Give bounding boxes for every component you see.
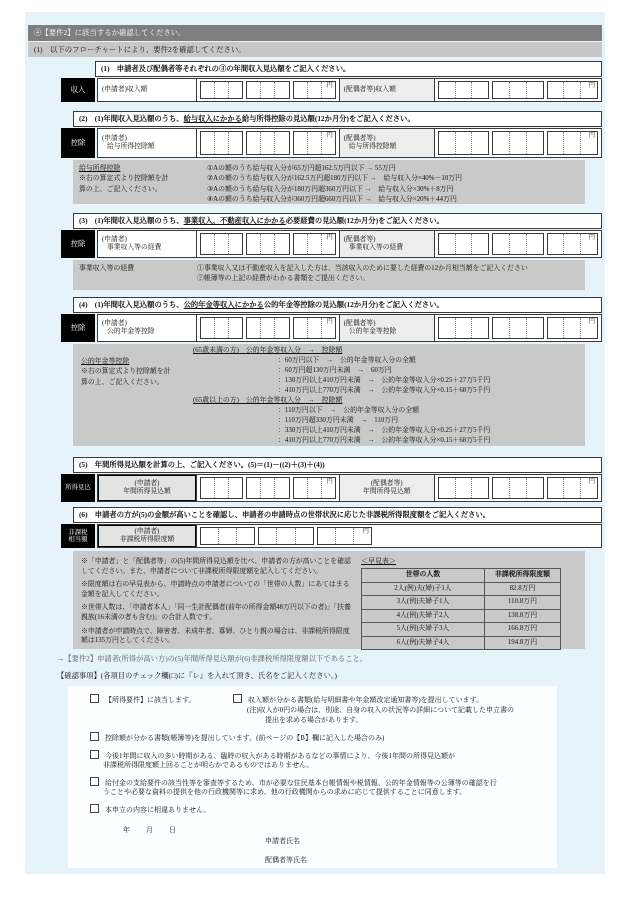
digit-cell[interactable]: [455, 234, 472, 254]
amount-digit-group: [293, 317, 336, 339]
digit-cell[interactable]: [214, 82, 228, 98]
confirm-item-income-documents: 収入額が分かる書類(給与明細書や年金額改定通知書等)を提出しています。: [233, 694, 483, 705]
yen-unit: 円: [326, 132, 333, 139]
digit-cell[interactable]: [274, 318, 288, 338]
digit-cell[interactable]: [294, 132, 307, 154]
pension-rule-line: ：130万円以上410万円未満 → 公的年金等収入分×0.25＋27万5千円: [278, 377, 491, 384]
table-header-household: 世帯の人数: [362, 569, 485, 583]
digit-cell[interactable]: [276, 528, 294, 544]
digit-cell[interactable]: [439, 478, 455, 498]
quick-reference-table: [361, 568, 561, 650]
flow-subheader-bar: (1) 以下のフローチャートにより、要件2を確認してください。: [28, 42, 602, 57]
applicant-income-estimate-field[interactable]: [197, 475, 339, 501]
digit-cell[interactable]: [259, 528, 276, 544]
yen-unit: 円: [326, 478, 333, 485]
digit-cell[interactable]: [260, 478, 274, 498]
yen-unit: 円: [588, 318, 595, 325]
note-paragraph: ※「申請者」と「配偶者等」の(5)年間所得見込額を比べ、申請者の方が高いことを確認してください。また、申請者について非課税所得限度額を記入してください。: [81, 558, 351, 575]
digit-cell[interactable]: [307, 82, 321, 98]
table-cell: 4人(例)夫婦子2人: [362, 609, 485, 623]
applicant-nontaxable-limit-label: (申請者) 非課税所得限度額: [98, 525, 197, 547]
applicant-salary-deduction-field[interactable]: [197, 129, 339, 157]
spouse-pension-deduction-field[interactable]: [435, 315, 601, 341]
salary-deduction-row: [97, 128, 602, 158]
digit-cell[interactable]: [294, 82, 307, 98]
digit-cell[interactable]: [526, 82, 543, 98]
amount-digit-group: [200, 131, 243, 155]
digit-cell[interactable]: [218, 528, 236, 544]
note-paragraph: ※限度額は右の早見表から、申請時点の申請者についての「世帯の人数」にあてはまる金額を記入してください。: [81, 581, 350, 598]
over65-header: (65歳以上の方) 公的年金等収入分 → 控除額: [193, 397, 343, 404]
digit-cell[interactable]: [260, 234, 274, 254]
yen-unit: 円: [326, 82, 333, 89]
table-cell: 194.8万円: [485, 636, 561, 650]
checkbox-future-income[interactable]: [90, 750, 99, 759]
business-expense-note: [73, 260, 585, 290]
amount-digit-group: [200, 233, 243, 255]
pension-note-title: 公的年金等控除: [81, 358, 130, 365]
applicant-pension-deduction-label: (申請者) 公的年金等控除: [98, 315, 197, 341]
table-row: [362, 596, 561, 610]
pension-rule-line: ：60万円以下 → 公的年金等収入分の全額: [278, 357, 416, 364]
pension-rule-line: ：330万円以上410万円未満 → 公的年金等収入分×0.25＋27万5千円: [278, 427, 491, 434]
amount-digit-group: [438, 317, 489, 339]
applicant-salary-deduction-label: (申請者) 給与所得控除額: [98, 129, 197, 157]
digit-cell[interactable]: [471, 82, 488, 98]
nontaxable-side-label: 非課税 相当額: [61, 524, 95, 548]
nontaxable-note: [73, 551, 585, 649]
digit-cell[interactable]: [509, 478, 526, 498]
note-paragraph: ※世帯人数は、「申請者本人」「同一生計配偶者(前年の所得金額48万円以下の者)」「扶養親族(16未満の者も含む)」の合計人数です。: [81, 604, 351, 621]
amount-digit-group: [293, 81, 336, 99]
confirm-item-income-requirement: 【所得要件】に該当します。: [90, 694, 195, 705]
table-header-limit: 非課税所得限度額: [485, 569, 561, 583]
yen-unit: 円: [326, 234, 333, 241]
income-estimate-side-label: 所得見込: [61, 474, 95, 502]
yen-unit: 円: [588, 478, 595, 485]
digit-cell[interactable]: [548, 234, 564, 254]
digit-cell[interactable]: [526, 478, 543, 498]
salary-deduction-note: [73, 160, 585, 204]
nontaxable-limit-row: [97, 524, 602, 548]
digit-cell[interactable]: [526, 132, 543, 154]
checkbox-deduction-documents[interactable]: [90, 732, 99, 741]
digit-cell[interactable]: [471, 132, 488, 154]
amount-digit-group: [492, 317, 543, 339]
income-documents-note-line2: 提出を求める場合があります。: [265, 716, 363, 724]
section-6-header: (6) 申請者の方が(5)の金額が高いことを確認し、申請者の申請時点の世帯状況に応じた非課税所得限度額をご記入ください。: [73, 507, 602, 523]
digit-cell[interactable]: [274, 82, 288, 98]
checkbox-income-requirement[interactable]: [90, 694, 99, 703]
digit-cell[interactable]: [307, 318, 321, 338]
table-row: [362, 636, 561, 650]
confirmation-box: [68, 686, 557, 868]
digit-cell[interactable]: [260, 82, 274, 98]
note-line: ①事業収入又は不動産収入を記入した方は、当該収入のために要した経費の12か月相当額をご記入ください: [197, 265, 528, 272]
digit-cell[interactable]: [493, 132, 509, 154]
digit-cell[interactable]: [455, 82, 472, 98]
applicant-nontaxable-limit-field[interactable]: [197, 525, 375, 547]
section-1-header: (1) 申請者及び配偶者等それぞれの③の年間収入見込額をご記入ください。: [95, 61, 602, 77]
table-cell: 138.8万円: [485, 609, 561, 623]
confirm-item-future-income-line2: 非課税所得限度額上回ることが明らかであるものではありません。: [103, 761, 314, 769]
applicant-income-estimate-label: (申請者) 年間所得見込額: [98, 475, 197, 501]
table-cell: 3人(例)夫婦子1人: [362, 596, 485, 610]
digit-cell[interactable]: [509, 318, 526, 338]
confirm-item-information-consent-line2: うことや必要な資料の提供を他の行政機関等に求め、他の行政機関からの求めに応じて提供することに同意します。: [103, 788, 467, 796]
section-5-header: (5) 年間所得見込額を計算の上、ご記入ください。(5)＝(1)－((2)＋(3)＋(4)): [73, 457, 602, 473]
confirm-item-information-consent: 給付金の支給要件の該当性等を審査等するため、市が必要な住民基本台帳情報や税情報、公的年金情報等の公簿等の確認を行: [90, 777, 497, 788]
digit-cell[interactable]: [471, 478, 488, 498]
digit-cell[interactable]: [228, 82, 242, 98]
digit-cell[interactable]: [247, 478, 260, 498]
applicant-name-label: 申請者氏名: [265, 837, 300, 845]
under65-header: (65歳未満の方) 公的年金等収入分 → 控除額: [193, 347, 343, 354]
spouse-salary-deduction-field[interactable]: [435, 129, 601, 157]
amount-digit-group: [246, 317, 289, 339]
amount-digit-group: [317, 527, 372, 545]
pension-rule-line: ：410万円以上770万円未満 → 公的年金等収入分×0.15＋68万5千円: [278, 387, 491, 394]
business-expense-note-title: 事業収入等の経費: [79, 265, 135, 272]
section-4-header-pre: (4) (1)年間収入見込額のうち、: [79, 300, 184, 309]
digit-cell[interactable]: [214, 478, 228, 498]
amount-digit-group: [492, 81, 543, 99]
digit-cell[interactable]: [201, 318, 214, 338]
applicant-income-label: (申請者)収入額: [98, 79, 197, 101]
digit-cell[interactable]: [318, 528, 335, 544]
digit-cell[interactable]: [228, 478, 242, 498]
digit-cell[interactable]: [563, 82, 580, 98]
income-documents-note-line1: (注)収入が0円の場合は、別途、自身の収入の状況等の詳細について記載した申立書の: [247, 706, 515, 714]
table-cell: 166.8万円: [485, 623, 561, 637]
confirm-item-deduction-documents: 控除額が分かる書類(帳簿等)を提出しています。(前ページの【B】欄に記入した場合のみ): [90, 732, 384, 743]
pension-rule-line: ：60万円超130万円未満 → 60万円: [278, 367, 392, 374]
section-4-header: [73, 297, 602, 313]
pension-deduction-note: [73, 344, 585, 446]
formula-line: ②Aの額のうち給与収入分が162.5万円超180万円以下 → 給与収入分×40%－10万円: [207, 175, 463, 183]
confirm-item-future-income: 今後1年間に収入の多い時期がある、臨時の収入がある時期があるなどの事情により、今後1年間の所得見込額が: [90, 750, 455, 761]
applicant-business-expense-field[interactable]: [197, 231, 339, 257]
spouse-business-expense-label: (配偶者等) 事業収入等の経費: [339, 231, 435, 257]
digit-cell[interactable]: [526, 318, 543, 338]
amount-digit-group: [293, 131, 336, 155]
confirmation-title: 【確認事項】(各項目のチェック欄(□)に『レ』を入れて頂き、氏名をご記入ください。): [57, 671, 337, 680]
confirm-item-no-discrepancy: 本申立の内容に相違ありません。: [90, 804, 210, 815]
table-row: [362, 623, 561, 637]
digit-cell[interactable]: [307, 132, 321, 154]
section-4-header-post: 公的年金等控除の見込額(12か月分)をご記入ください。: [263, 300, 444, 309]
amount-digit-group: [200, 527, 255, 545]
checkbox-no-discrepancy[interactable]: [90, 804, 99, 813]
digit-cell[interactable]: [493, 318, 509, 338]
digit-cell[interactable]: [274, 478, 288, 498]
digit-cell[interactable]: [201, 478, 214, 498]
date-year-label: 年: [123, 826, 130, 834]
section-2-header-pre: (2) (1)年間収入見込額のうち、: [79, 114, 184, 123]
amount-digit-group: [438, 131, 489, 155]
table-cell: 5人(例)夫婦子3人: [362, 623, 485, 637]
digit-cell[interactable]: [455, 318, 472, 338]
quick-reference-block: [361, 556, 573, 650]
applicant-income-amount-field[interactable]: [197, 79, 339, 101]
nontaxable-note-paragraphs: [81, 557, 355, 650]
spouse-salary-deduction-label: (配偶者等) 給与所得控除額: [339, 129, 435, 157]
digit-cell[interactable]: [294, 478, 307, 498]
table-cell: 2人(例)夫(婦)子1人: [362, 582, 485, 596]
date-month-label: 月: [146, 826, 153, 834]
yen-unit: 円: [326, 318, 333, 325]
digit-cell[interactable]: [548, 82, 564, 98]
digit-cell[interactable]: [274, 234, 288, 254]
digit-cell[interactable]: [471, 234, 488, 254]
digit-cell[interactable]: [228, 234, 242, 254]
section-2-header-post: 給与所得控除の見込額(12か月分)をご記入ください。: [241, 114, 415, 123]
digit-cell[interactable]: [247, 132, 260, 154]
digit-cell[interactable]: [548, 478, 564, 498]
table-cell: 82.8万円: [485, 582, 561, 596]
yen-unit: 円: [588, 82, 595, 89]
table-row: [362, 582, 561, 596]
amount-digit-group: [492, 233, 543, 255]
digit-cell[interactable]: [563, 318, 580, 338]
digit-cell[interactable]: [295, 528, 313, 544]
income-estimate-row: [97, 474, 602, 502]
pension-rule-line: ：110万円超330万円未満 → 110万円: [278, 417, 399, 424]
salary-deduction-note-left: 給与所得控除 ※右の算定式より控除額を計 算の上、ご記入ください。: [79, 164, 201, 200]
amount-digit-group: [438, 233, 489, 255]
section-4-header-underlined: 公的年金等収入にかかる: [183, 300, 264, 309]
digit-cell[interactable]: [455, 132, 472, 154]
digit-cell[interactable]: [471, 318, 488, 338]
spouse-income-estimate-field[interactable]: [435, 475, 601, 501]
pension-rule-line: ：410万円以上770万円未満 → 公的年金等収入分×0.15＋68万5千円: [278, 437, 491, 444]
applicant-business-expense-label: (申請者) 事業収入等の経費: [98, 231, 197, 257]
formula-line: ③Aの額のうち給与収入分が180万円超360万円以下 → 給与収入分×30%＋8万円: [207, 185, 454, 193]
date-line: [123, 825, 176, 835]
digit-cell[interactable]: [563, 234, 580, 254]
amount-digit-group: [438, 477, 489, 499]
section-3-header-underlined: 事業収入、不動産収入にかかる: [183, 216, 286, 225]
spouse-income-label: (配偶者等)収入額: [339, 79, 435, 101]
amount-digit-group: [438, 81, 489, 99]
yen-unit: 円: [588, 234, 595, 241]
pension-rule-line: ：110万円以下 → 公的年金等収入分の全額: [278, 407, 420, 414]
step-header-bar: ④【要件2】に該当するか確認してください。: [28, 25, 602, 41]
pension-note-left: 公的年金等控除 ※右の算定式より控除額を計 算の上、ご記入ください。: [81, 357, 199, 388]
spouse-pension-deduction-label: (配偶者等) 公的年金等控除: [339, 315, 435, 341]
deduction-side-label-1: 控除: [61, 128, 95, 158]
amount-digit-group: [200, 81, 243, 99]
digit-cell[interactable]: [307, 478, 321, 498]
pension-deduction-row: [97, 314, 602, 342]
digit-cell[interactable]: [455, 478, 472, 498]
digit-cell[interactable]: [526, 234, 543, 254]
section-3-header: [73, 213, 602, 229]
digit-cell[interactable]: [247, 318, 260, 338]
digit-cell[interactable]: [493, 82, 509, 98]
digit-cell[interactable]: [307, 234, 321, 254]
digit-cell[interactable]: [260, 132, 274, 154]
digit-cell[interactable]: [439, 318, 455, 338]
digit-cell[interactable]: [294, 318, 307, 338]
formula-line: ④Aの額のうち給与収入分が360万円超660万円以下 → 給与収入分×20%＋44万円: [207, 195, 457, 203]
requirement-conclusion: →【要件2】申請者(所得が高い方)の(5)年間所得見込額が(6)非課税所得限度額以下であること。: [57, 654, 368, 663]
digit-cell[interactable]: [439, 234, 455, 254]
salary-deduction-formulas: [201, 164, 579, 203]
section-3-header-pre: (3) (1)年間収入見込額のうち、: [79, 216, 184, 225]
amount-digit-group: [492, 477, 543, 499]
digit-cell[interactable]: [493, 234, 509, 254]
quick-reference-title: ＜早見表＞: [361, 557, 396, 565]
digit-cell[interactable]: [214, 318, 228, 338]
yen-unit: 円: [588, 132, 595, 139]
section-2-header: [73, 111, 602, 127]
amount-digit-group: [547, 131, 598, 155]
business-expense-row: [97, 230, 602, 258]
spouse-income-amount-field[interactable]: [435, 79, 601, 101]
amount-digit-group: [293, 233, 336, 255]
table-cell: 110.8万円: [485, 596, 561, 610]
amount-digit-group: [258, 527, 313, 545]
amount-digit-group: [293, 477, 336, 499]
checkbox-information-consent[interactable]: [90, 777, 99, 786]
digit-cell[interactable]: [439, 82, 455, 98]
digit-cell[interactable]: [548, 132, 564, 154]
digit-cell[interactable]: [201, 234, 214, 254]
section-2-header-underlined: 給与収入にかかる: [183, 114, 242, 123]
digit-cell[interactable]: [236, 528, 254, 544]
spouse-income-estimate-label: (配偶者等) 年間所得見込額: [339, 475, 435, 501]
digit-cell[interactable]: [214, 132, 228, 154]
digit-cell[interactable]: [563, 478, 580, 498]
amount-digit-group: [547, 317, 598, 339]
income-row: [97, 78, 602, 102]
digit-cell[interactable]: [548, 318, 564, 338]
digit-cell[interactable]: [247, 234, 260, 254]
digit-cell[interactable]: [563, 132, 580, 154]
table-cell: 6人(例)夫婦子4人: [362, 636, 485, 650]
amount-digit-group: [200, 477, 243, 499]
table-header-row: [362, 569, 561, 583]
digit-cell[interactable]: [493, 478, 509, 498]
date-day-label: 日: [169, 826, 176, 834]
digit-cell[interactable]: [201, 132, 214, 154]
note-line: ②帳簿等の上記の経費がわかる書類をご提出ください。: [197, 275, 370, 283]
income-side-label: 収入: [61, 78, 95, 102]
digit-cell[interactable]: [247, 82, 260, 98]
section-3-header-post: 必要経費の見込額(12か月分)をご記入ください。: [285, 216, 444, 225]
digit-cell[interactable]: [201, 82, 214, 98]
deduction-side-label-3: 控除: [61, 314, 95, 342]
yen-unit: 円: [362, 528, 369, 535]
amount-digit-group: [246, 477, 289, 499]
amount-digit-group: [547, 81, 598, 99]
table-row: [362, 609, 561, 623]
digit-cell[interactable]: [509, 132, 526, 154]
applicant-pension-deduction-field[interactable]: [197, 315, 339, 341]
digit-cell[interactable]: [274, 132, 288, 154]
digit-cell[interactable]: [509, 234, 526, 254]
amount-digit-group: [200, 317, 243, 339]
digit-cell[interactable]: [509, 82, 526, 98]
amount-digit-group: [246, 81, 289, 99]
row-filler: [375, 525, 601, 547]
amount-digit-group: [547, 233, 598, 255]
note-paragraph: ※申請者が申請時点で、障害者、未成年者、寡婦、ひとり親の場合は、非課税所得限度額は135万円としてください。: [81, 627, 350, 645]
spouse-business-expense-field[interactable]: [435, 231, 601, 257]
digit-cell[interactable]: [214, 234, 228, 254]
digit-cell[interactable]: [335, 528, 353, 544]
digit-cell[interactable]: [201, 528, 218, 544]
digit-cell[interactable]: [228, 132, 242, 154]
salary-deduction-note-title: 給与所得控除: [79, 165, 121, 172]
digit-cell[interactable]: [294, 234, 307, 254]
amount-digit-group: [547, 477, 598, 499]
business-expense-note-lines: [191, 264, 579, 286]
amount-digit-group: [246, 233, 289, 255]
digit-cell[interactable]: [439, 132, 455, 154]
digit-cell[interactable]: [228, 318, 242, 338]
digit-cell[interactable]: [260, 318, 274, 338]
amount-digit-group: [492, 131, 543, 155]
spouse-name-label: 配偶者等氏名: [265, 856, 307, 864]
formula-line: ①Aの額のうち給与収入分が65万円超162.5万円以下 → 55万円: [207, 165, 396, 172]
checkbox-income-documents[interactable]: [233, 694, 242, 703]
deduction-side-label-2: 控除: [61, 230, 95, 258]
amount-digit-group: [246, 131, 289, 155]
